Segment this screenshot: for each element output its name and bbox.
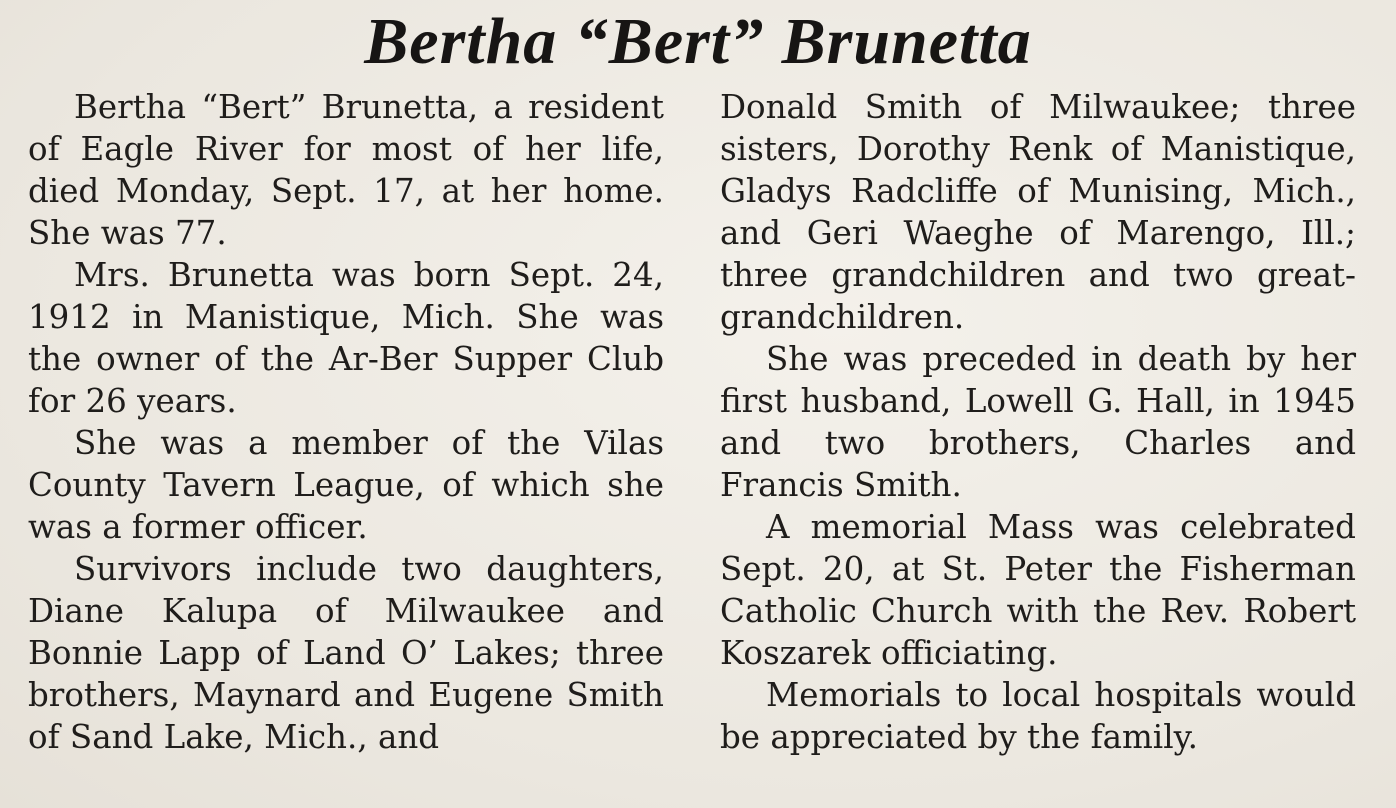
paragraph-preceded: She was preceded in death by her first husband, Lowell G. Hall, in 1945 and two brothers, Charles and Francis Smith. — [720, 340, 1356, 504]
paragraph-residence: Bertha “Bert” Brunetta, a resident of Eagle River for most of her life, died Monday, Sept. 17, at her home. She was 77. — [28, 88, 664, 252]
paragraph-membership: She was a member of the Vilas County Tavern League, of which she was a former officer. — [28, 424, 664, 546]
obituary-headline: Bertha “Bert” Brunetta — [364, 5, 1032, 78]
paragraph-survivors-continued: Donald Smith of Milwaukee; three sisters, Dorothy Renk of Manistique, Gladys Radcliffe of Munising, Mich., and Geri Waeghe of Marengo, Ill.; three grandchildren and two great-grandchildren. — [720, 88, 1356, 336]
paragraph-birth: Mrs. Brunetta was born Sept. 24, 1912 in Manistique, Mich. She was the owner of the Ar-Ber Supper Club for 26 years. — [28, 256, 664, 420]
paragraph-mass: A memorial Mass was celebrated Sept. 20, at St. Peter the Fisherman Catholic Church with the Rev. Robert Koszarek officiating. — [720, 508, 1356, 672]
paragraph-survivors: Survivors include two daughters, Diane Kalupa of Milwaukee and Bonnie Lapp of Land O’ Lakes; three brothers, Maynard and Eugene Smith of Sand Lake, Mich., and — [28, 550, 664, 756]
right-column — [720, 86, 1356, 758]
left-column — [28, 86, 664, 758]
paragraph-memorials: Memorials to local hospitals would be appreciated by the family. — [720, 676, 1356, 756]
